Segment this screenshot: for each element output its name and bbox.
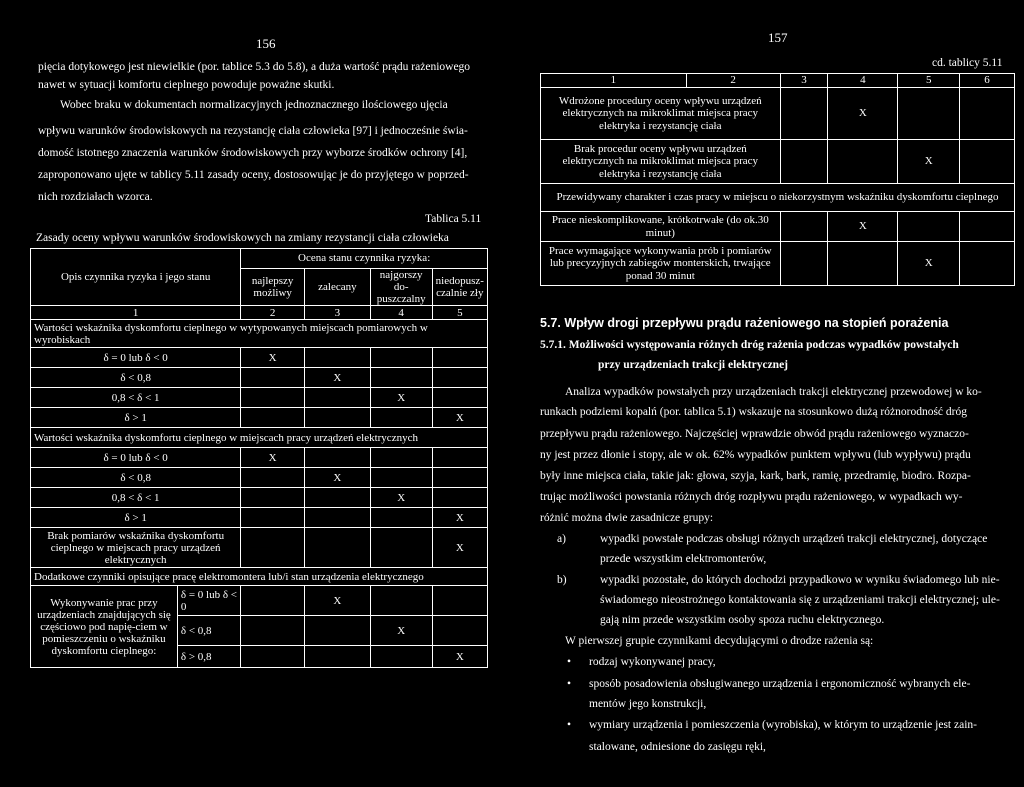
list-text: wypadki powstałe podczas obsługi różnych urządzeń trakcji elektrycznej, dotyczące [600, 533, 988, 545]
bullet-text: sposób posadowienia obsługiwanego urządzenia i ergonomiczność wybranych ele- [589, 678, 971, 690]
bullet-marker: • [567, 678, 572, 690]
left-para-line: nawet w sytuacji komfortu cieplnego powoduje poważne skutki. [38, 79, 335, 91]
row-label: Brak procedur oceny wpływu urządzeń elektrycznych na mikroklimat miejsca pracy elektryka i rezystancję ciała [541, 140, 781, 184]
row-label: δ < 0,8 [177, 616, 240, 646]
list-text: wypadki pozostałe, do których dochodzi przypadkowo w wyniku świadomego lub nie- [600, 574, 1000, 586]
continuation-label: cd. tablicy 5.11 [932, 57, 1003, 69]
row-label: Wdrożone procedury oceny wpływu urządzeń elektrycznych na mikroklimat miejsca pracy elektryka i rezystancję ciała [541, 88, 781, 140]
list-text: świadomego nieostrożnego kontaktowania się z urządzeniami trakcji elektrycznej; ule- [600, 594, 1000, 606]
list-text: gają nim przede wszystkim osoby spoza ruchu elektrycznego. [600, 614, 885, 626]
assessment-table [30, 248, 488, 668]
row-label: Prace wymagające wykonywania prób i pomiarów lub precyzyjnych zabiegów monterskich, trwające ponad 30 minut [541, 242, 781, 286]
work-desc: Wykonywanie prac przy urządzeniach znajdujących się częściowo pod napię-ciem w pomieszczeniu o wskaźniku dyskomfortu cieplnego: [31, 586, 178, 668]
row-label: δ < 0,8 [31, 468, 241, 488]
mark-x: X [305, 368, 371, 388]
header-desc: Opis czynnika ryzyka i jego stanu [31, 249, 241, 306]
col-num: 2 [241, 306, 305, 320]
continuation-table [540, 73, 1015, 286]
bullet-text: stalowane, odniesione do zasięgu ręki, [589, 741, 766, 753]
col-num: 1 [541, 74, 687, 88]
list-marker: a) [557, 533, 566, 545]
bullet-marker: • [567, 656, 572, 668]
col-num: 5 [898, 74, 960, 88]
row-label: 0,8 < δ < 1 [31, 488, 241, 508]
mark-x: X [370, 616, 432, 646]
row-label: δ < 0,8 [31, 368, 241, 388]
mark-x: X [370, 388, 432, 408]
right-para2: W pierwszej grupie czynnikami decydującymi o drodze rażenia są: [565, 635, 874, 647]
header-group: Ocena stanu czynnika ryzyka: [241, 249, 488, 269]
bullet-marker: • [567, 719, 572, 731]
bullet-text: rodzaj wykonywanej pracy, [589, 656, 716, 668]
mark-x: X [898, 140, 960, 184]
col-num: 2 [686, 74, 780, 88]
left-para-line: wpływu warunków środowiskowych na rezystancję ciała człowieka [97] i jednocześnie świa- [38, 125, 468, 137]
mark-x: X [305, 468, 371, 488]
col-head: zalecany [305, 269, 371, 306]
mark-x: X [432, 508, 487, 528]
right-para-line: przepływu prądu rażeniowego. Najczęściej wprawdzie obwód prądu rażeniowego wyznaczo- [540, 428, 969, 440]
left-para-line: domość istotnego znaczenia warunków środowiskowych przy wyborze środków ochrony [4], [38, 147, 468, 159]
mark-x: X [828, 88, 898, 140]
left-para-line: zaproponowano ujęte w tablicy 5.11 zasady oceny, dostosowując je do przyjętego w poprzed- [38, 169, 469, 181]
subsection-line: przy urządzeniach trakcji elektrycznej [598, 359, 789, 371]
row-label: δ > 1 [31, 508, 241, 528]
col-num: 3 [305, 306, 371, 320]
col-num: 6 [960, 74, 1015, 88]
section-heading: Dodatkowe czynniki opisujące pracę elektromontera lub/i stan urządzenia elektrycznego [31, 568, 488, 586]
bullet-text: mentów jego konstrukcji, [589, 698, 707, 710]
right-page-number: 157 [768, 30, 788, 45]
mark-x: X [432, 528, 487, 568]
section-heading: Przewidywany charakter i czas pracy w miejscu o niekorzystnym wskaźniku dyskomfortu cieplnego [541, 184, 1015, 212]
col-num: 5 [432, 306, 487, 320]
right-para-line: były inne miejsca ciała, takie jak: głowa, szyja, kark, bark, ramię, przedramię, biodro. Rozpa- [540, 470, 971, 482]
mark-x: X [898, 242, 960, 286]
right-para-line: trując możliwości powstania różnych dróg rozpływu prądu rażeniowego, w wypadkach wy- [540, 491, 963, 503]
row-label: δ > 1 [31, 408, 241, 428]
row-label: 0,8 < δ < 1 [31, 388, 241, 408]
bullet-text: wymiary urządzenia i pomieszczenia (wyrobiska), w którym to urządzenie jest zain- [589, 719, 977, 731]
section-heading: Wartości wskaźnika dyskomfortu cieplnego w wytypowanych miejscach pomiarowych w wyrobiskach [31, 320, 488, 348]
mark-x: X [828, 212, 898, 242]
col-head: najgorszy do-puszczalny [370, 269, 432, 306]
mark-x: X [370, 488, 432, 508]
left-para-line: nich rozdziałach wzorca. [38, 191, 153, 203]
row-label: δ = 0 lub δ < 0 [31, 448, 241, 468]
section-heading-5-7: 5.7. Wpływ drogi przepływu prądu rażeniowego na stopień porażenia [540, 316, 949, 330]
list-marker: b) [557, 574, 567, 586]
row-label: Brak pomiarów wskaźnika dyskomfortu cieplnego w miejscach pracy urządzeń elektrycznych [31, 528, 241, 568]
table-title: Zasady oceny wpływu warunków środowiskowych na zmiany rezystancji ciała człowieka [36, 232, 449, 244]
right-para-line: ny jest przez dłonie i stopy, ale w ok. 62% wypadków punktem wpływu (lub wypływu) prądu [540, 449, 971, 461]
row-label: Prace nieskomplikowane, krótkotrwałe (do ok.30 minut) [541, 212, 781, 242]
list-text: przede wszystkim elektromonterów, [600, 553, 767, 565]
left-para-line: Wobec braku w dokumentach normalizacyjnych jednoznacznego ilościowego ujęcia [60, 99, 448, 111]
right-para-line: różnić można dwie zasadnicze grupy: [540, 512, 714, 524]
right-para-line: Analiza wypadków powstałych przy urządzeniach trakcji elektrycznej przewodowej w ko- [565, 386, 982, 398]
mark-x: X [241, 348, 305, 368]
col-num: 3 [780, 74, 828, 88]
col-num: 1 [31, 306, 241, 320]
col-num: 4 [828, 74, 898, 88]
mark-x: X [432, 646, 487, 668]
row-label: δ > 0,8 [177, 646, 240, 668]
section-heading: Wartości wskaźnika dyskomfortu cieplnego w miejscach pracy urządzeń elektrycznych [31, 428, 488, 448]
row-label: δ = 0 lub δ < 0 [177, 586, 240, 616]
col-head: najlepszy możliwy [241, 269, 305, 306]
mark-x: X [241, 448, 305, 468]
col-num: 4 [370, 306, 432, 320]
mark-x: X [432, 408, 487, 428]
table-label: Tablica 5.11 [425, 213, 482, 225]
left-para-line: pięcia dotykowego jest niewielkie (por. tablice 5.3 do 5.8), a duża wartość prądu rażeniowego [38, 61, 471, 73]
left-page-number: 156 [256, 36, 276, 51]
row-label: δ = 0 lub δ < 0 [31, 348, 241, 368]
col-head: niedopusz-czalnie zły [432, 269, 487, 306]
right-para-line: runkach podziemi kopalń (por. tablica 5.1) wskazuje na stosunkowo dużą różnorodność dróg [540, 406, 967, 418]
subsection-line: 5.7.1. Możliwości występowania różnych dróg rażenia podczas wypadków powstałych [540, 339, 959, 351]
mark-x: X [305, 586, 371, 616]
